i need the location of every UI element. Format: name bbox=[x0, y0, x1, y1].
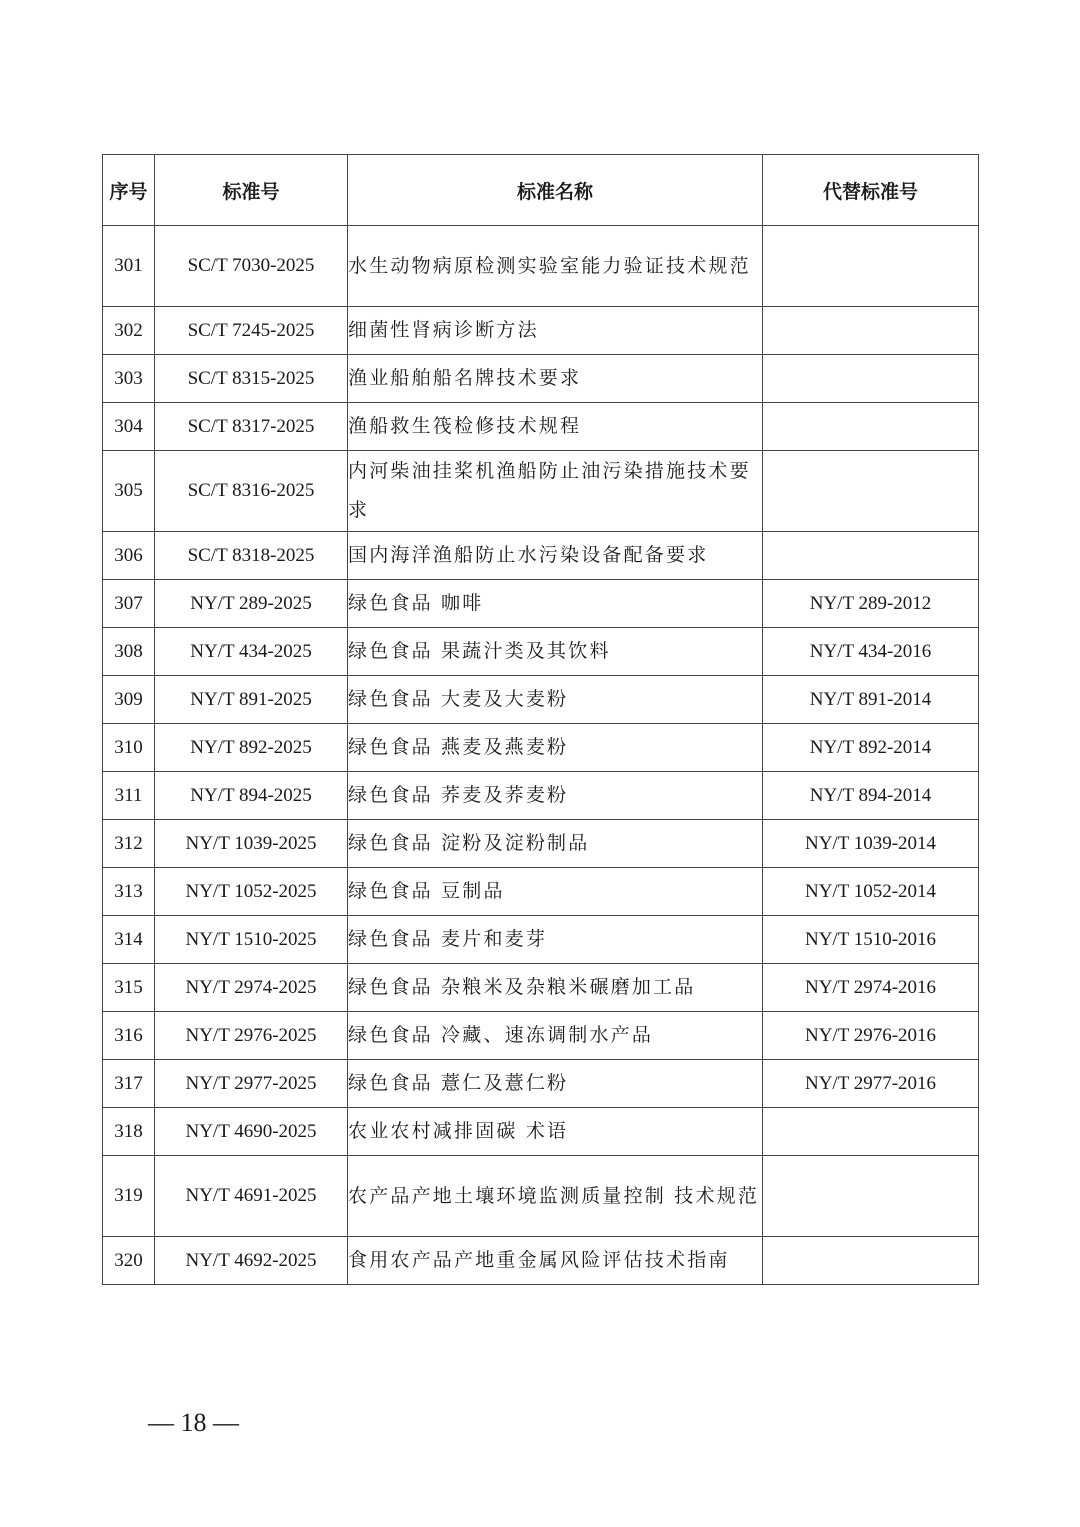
cell-standard-no: SC/T 7245-2025 bbox=[155, 307, 348, 355]
cell-standard-no: SC/T 8316-2025 bbox=[155, 451, 348, 532]
cell-standard-name: 绿色食品 淀粉及淀粉制品 bbox=[348, 820, 763, 868]
cell-standard-no: NY/T 2977-2025 bbox=[155, 1060, 348, 1108]
header-standard-no: 标准号 bbox=[155, 155, 348, 226]
cell-seq: 314 bbox=[103, 916, 155, 964]
cell-standard-name: 细菌性肾病诊断方法 bbox=[348, 307, 763, 355]
cell-replaced-standard bbox=[763, 403, 979, 451]
table-row bbox=[103, 355, 979, 403]
cell-standard-no: SC/T 7030-2025 bbox=[155, 226, 348, 307]
cell-standard-name: 绿色食品 杂粮米及杂粮米碾磨加工品 bbox=[348, 964, 763, 1012]
table-row bbox=[103, 1012, 979, 1060]
table-row bbox=[103, 772, 979, 820]
table-row bbox=[103, 724, 979, 772]
cell-replaced-standard: NY/T 289-2012 bbox=[763, 580, 979, 628]
cell-replaced-standard bbox=[763, 307, 979, 355]
cell-replaced-standard bbox=[763, 226, 979, 307]
cell-replaced-standard: NY/T 1039-2014 bbox=[763, 820, 979, 868]
cell-seq: 302 bbox=[103, 307, 155, 355]
cell-standard-name: 食用农产品产地重金属风险评估技术指南 bbox=[348, 1237, 763, 1285]
cell-seq: 311 bbox=[103, 772, 155, 820]
cell-replaced-standard: NY/T 892-2014 bbox=[763, 724, 979, 772]
cell-replaced-standard: NY/T 2974-2016 bbox=[763, 964, 979, 1012]
cell-replaced-standard: NY/T 894-2014 bbox=[763, 772, 979, 820]
cell-seq: 309 bbox=[103, 676, 155, 724]
cell-replaced-standard bbox=[763, 1156, 979, 1237]
table-row bbox=[103, 226, 979, 307]
cell-replaced-standard bbox=[763, 1237, 979, 1285]
cell-standard-name: 农产品产地土壤环境监测质量控制 技术规范 bbox=[348, 1156, 763, 1237]
cell-seq: 320 bbox=[103, 1237, 155, 1285]
table-row bbox=[103, 1060, 979, 1108]
cell-seq: 301 bbox=[103, 226, 155, 307]
table-row bbox=[103, 1108, 979, 1156]
table-header-row bbox=[103, 155, 979, 226]
cell-seq: 313 bbox=[103, 868, 155, 916]
table-row bbox=[103, 820, 979, 868]
cell-standard-no: NY/T 1510-2025 bbox=[155, 916, 348, 964]
cell-standard-name: 绿色食品 豆制品 bbox=[348, 868, 763, 916]
cell-standard-no: SC/T 8317-2025 bbox=[155, 403, 348, 451]
cell-standard-no: NY/T 2976-2025 bbox=[155, 1012, 348, 1060]
cell-seq: 316 bbox=[103, 1012, 155, 1060]
cell-replaced-standard: NY/T 2976-2016 bbox=[763, 1012, 979, 1060]
cell-standard-no: NY/T 4692-2025 bbox=[155, 1237, 348, 1285]
cell-standard-name: 绿色食品 大麦及大麦粉 bbox=[348, 676, 763, 724]
table-row bbox=[103, 964, 979, 1012]
table-row bbox=[103, 916, 979, 964]
cell-standard-no: NY/T 4691-2025 bbox=[155, 1156, 348, 1237]
cell-standard-no: NY/T 434-2025 bbox=[155, 628, 348, 676]
header-seq: 序号 bbox=[103, 155, 155, 226]
cell-standard-name: 绿色食品 咖啡 bbox=[348, 580, 763, 628]
cell-standard-name: 绿色食品 燕麦及燕麦粉 bbox=[348, 724, 763, 772]
table-row bbox=[103, 532, 979, 580]
cell-standard-name: 渔业船舶船名牌技术要求 bbox=[348, 355, 763, 403]
cell-standard-name: 国内海洋渔船防止水污染设备配备要求 bbox=[348, 532, 763, 580]
cell-standard-no: NY/T 892-2025 bbox=[155, 724, 348, 772]
cell-replaced-standard: NY/T 2977-2016 bbox=[763, 1060, 979, 1108]
cell-standard-no: SC/T 8315-2025 bbox=[155, 355, 348, 403]
table-row bbox=[103, 580, 979, 628]
cell-standard-no: NY/T 1039-2025 bbox=[155, 820, 348, 868]
cell-seq: 310 bbox=[103, 724, 155, 772]
table-row bbox=[103, 451, 979, 532]
table-row bbox=[103, 628, 979, 676]
table-row bbox=[103, 868, 979, 916]
cell-standard-name: 绿色食品 薏仁及薏仁粉 bbox=[348, 1060, 763, 1108]
cell-seq: 308 bbox=[103, 628, 155, 676]
cell-standard-no: SC/T 8318-2025 bbox=[155, 532, 348, 580]
cell-replaced-standard bbox=[763, 1108, 979, 1156]
cell-standard-no: NY/T 891-2025 bbox=[155, 676, 348, 724]
standards-table bbox=[102, 154, 979, 1285]
cell-standard-no: NY/T 289-2025 bbox=[155, 580, 348, 628]
cell-replaced-standard: NY/T 891-2014 bbox=[763, 676, 979, 724]
cell-replaced-standard bbox=[763, 355, 979, 403]
cell-replaced-standard bbox=[763, 532, 979, 580]
cell-seq: 315 bbox=[103, 964, 155, 1012]
cell-standard-no: NY/T 1052-2025 bbox=[155, 868, 348, 916]
cell-seq: 303 bbox=[103, 355, 155, 403]
table-body bbox=[103, 226, 979, 1285]
cell-standard-name: 内河柴油挂桨机渔船防止油污染措施技术要求 bbox=[348, 451, 763, 532]
cell-standard-name: 绿色食品 麦片和麦芽 bbox=[348, 916, 763, 964]
cell-seq: 306 bbox=[103, 532, 155, 580]
cell-replaced-standard: NY/T 1052-2014 bbox=[763, 868, 979, 916]
header-standard-name: 标准名称 bbox=[348, 155, 763, 226]
cell-standard-name: 绿色食品 果蔬汁类及其饮料 bbox=[348, 628, 763, 676]
cell-standard-no: NY/T 894-2025 bbox=[155, 772, 348, 820]
page-number: — 18 — bbox=[148, 1408, 239, 1437]
cell-seq: 305 bbox=[103, 451, 155, 532]
cell-seq: 304 bbox=[103, 403, 155, 451]
cell-standard-name: 绿色食品 荞麦及荞麦粉 bbox=[348, 772, 763, 820]
cell-seq: 319 bbox=[103, 1156, 155, 1237]
cell-seq: 317 bbox=[103, 1060, 155, 1108]
cell-standard-no: NY/T 4690-2025 bbox=[155, 1108, 348, 1156]
cell-seq: 312 bbox=[103, 820, 155, 868]
cell-replaced-standard: NY/T 1510-2016 bbox=[763, 916, 979, 964]
cell-replaced-standard: NY/T 434-2016 bbox=[763, 628, 979, 676]
cell-standard-name: 水生动物病原检测实验室能力验证技术规范 bbox=[348, 226, 763, 307]
cell-seq: 307 bbox=[103, 580, 155, 628]
cell-seq: 318 bbox=[103, 1108, 155, 1156]
table-row bbox=[103, 1156, 979, 1237]
table-row bbox=[103, 1237, 979, 1285]
table-row bbox=[103, 307, 979, 355]
header-replaced-standard: 代替标准号 bbox=[763, 155, 979, 226]
table-row bbox=[103, 676, 979, 724]
table-row bbox=[103, 403, 979, 451]
cell-standard-name: 渔船救生筏检修技术规程 bbox=[348, 403, 763, 451]
cell-standard-name: 绿色食品 冷藏、速冻调制水产品 bbox=[348, 1012, 763, 1060]
cell-replaced-standard bbox=[763, 451, 979, 532]
cell-standard-no: NY/T 2974-2025 bbox=[155, 964, 348, 1012]
cell-standard-name: 农业农村减排固碳 术语 bbox=[348, 1108, 763, 1156]
